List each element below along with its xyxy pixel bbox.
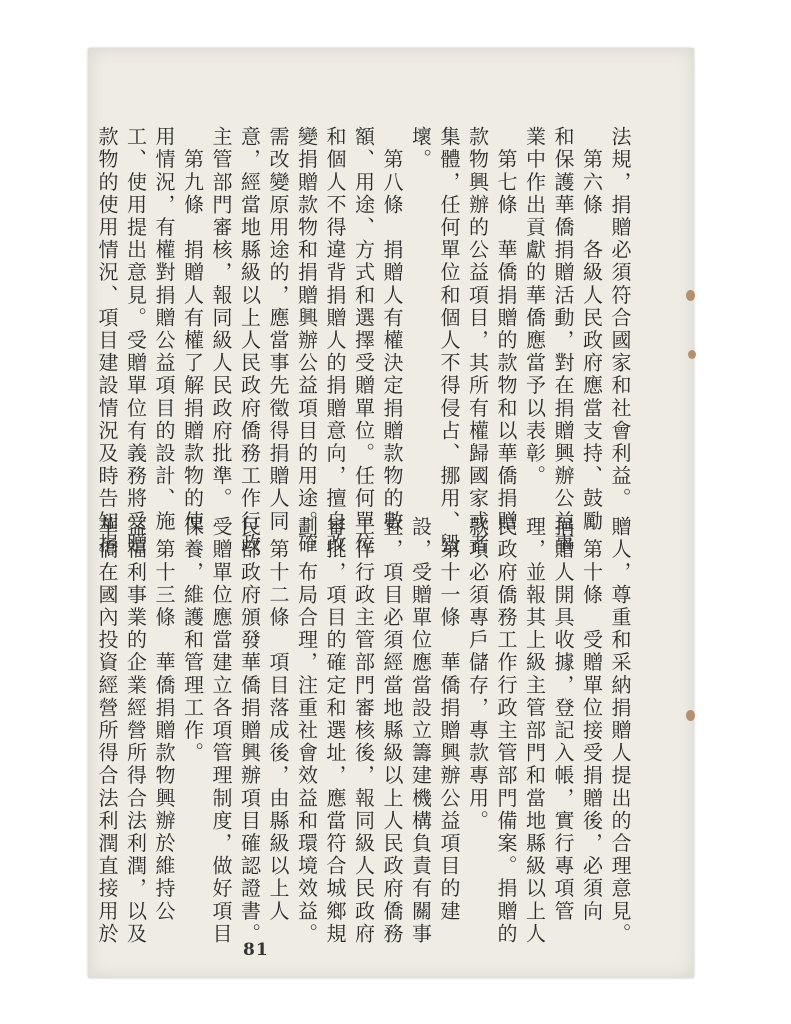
text-line: 法規，捐贈必須符合國家和社會利益。 (608, 126, 632, 511)
text-line: 和保護華僑捐贈活動，對在捐贈興辦公益事 (551, 126, 575, 556)
text-line: 民部政府頒發華僑捐贈興辦項目確認證書。 (237, 516, 262, 946)
text-line: 審批，項目的確定和選址，應當符合城鄉規 (323, 516, 347, 946)
stain-mark (686, 290, 695, 301)
text-line: 第九條 捐贈人有權了解捐贈款物的使 (180, 126, 205, 533)
text-line: 工作行政主管部門審核後，報同級人民政府 (351, 516, 376, 946)
text-line: 需改變原用途的，應當事先徵得捐贈人同 (266, 126, 290, 533)
text-line: 第十一條 華僑捐贈興辦公益項目的建 (437, 516, 461, 923)
upper-text-block (95, 126, 634, 556)
stain-mark (688, 350, 696, 359)
text-line: 理，並報其上級主管部門和當地縣級以上人 (522, 516, 547, 946)
text-line: 第六條 各級人民政府應當支持、鼓勵 (579, 126, 604, 533)
text-line: 意，經當地縣級以上人民政府僑務工作行政 (237, 126, 262, 556)
text-line: 壞。 (408, 126, 433, 172)
text-line: 工、使用提出意見。受贈單位有義務將受贈 (123, 126, 148, 556)
text-line: 款物興辦的公益項目，其所有權歸國家或者 (465, 126, 490, 556)
text-line: 主管部門審核，報同級人民政府批準。 (209, 126, 233, 511)
text-line: 第七條 華僑捐贈的款物和以華僑捐贈 (494, 126, 518, 533)
text-line: 捐贈人開具收據，登記入帳，實行專項管 (551, 516, 575, 923)
book-page (88, 48, 694, 978)
text-line: 保養，維護和管理工作。 (180, 516, 205, 765)
page-number: 81 (243, 940, 269, 960)
text-line: 和個人不得違背捐贈人的捐贈意向，擅自改 (323, 126, 347, 556)
text-line: 設，受贈單位應當設立籌建機構負責有關事 (408, 516, 433, 946)
text-line: 贈人，尊重和采納捐贈人提出的合理意見。 (608, 516, 632, 946)
text-line: 民政府僑務工作行政主管部門備案。捐贈的 (494, 516, 518, 946)
text-line: 第十二條 項目落成後，由縣級以上人 (266, 516, 290, 923)
text-line: 業中作出貢獻的華僑應當予以表彰。 (522, 126, 547, 488)
stain-mark (686, 710, 695, 721)
text-line: 宜，項目必須經當地縣級以上人民政府僑務 (380, 516, 404, 946)
text-line: 款項必須專戶儲存，專款專用。 (465, 516, 490, 833)
text-line: 變捐贈款物和捐贈興辦公益項目的用途。確 (294, 126, 319, 556)
text-line: 華僑在國內投資經營所得合法利潤直接用於 (95, 516, 119, 946)
text-line: 劃，布局合理，注重社會效益和環境效益。 (294, 516, 319, 946)
text-line: 集體，任何單位和個人不得侵占、挪用、毀 (437, 126, 461, 556)
text-line: 第十條 受贈單位接受捐贈後，必須向 (579, 516, 604, 923)
lower-text-block (95, 516, 634, 946)
text-line: 益福利事業的企業經營所得合法利潤，以及 (123, 516, 148, 946)
text-line: 第八條 捐贈人有權決定捐贈款物的數 (380, 126, 404, 533)
text-line: 第十三條 華僑捐贈款物興辦於維持公 (152, 516, 176, 923)
text-line: 受贈單位應當建立各項管理制度，做好項目 (209, 516, 233, 946)
text-line: 用情況，有權對捐贈公益項目的設計、施 (152, 126, 176, 533)
text-line: 額、用途、方式和選擇受贈單位。任何單位 (351, 126, 376, 556)
text-line: 款物的使用情況、項目建設情況及時告知捐 (95, 126, 119, 556)
